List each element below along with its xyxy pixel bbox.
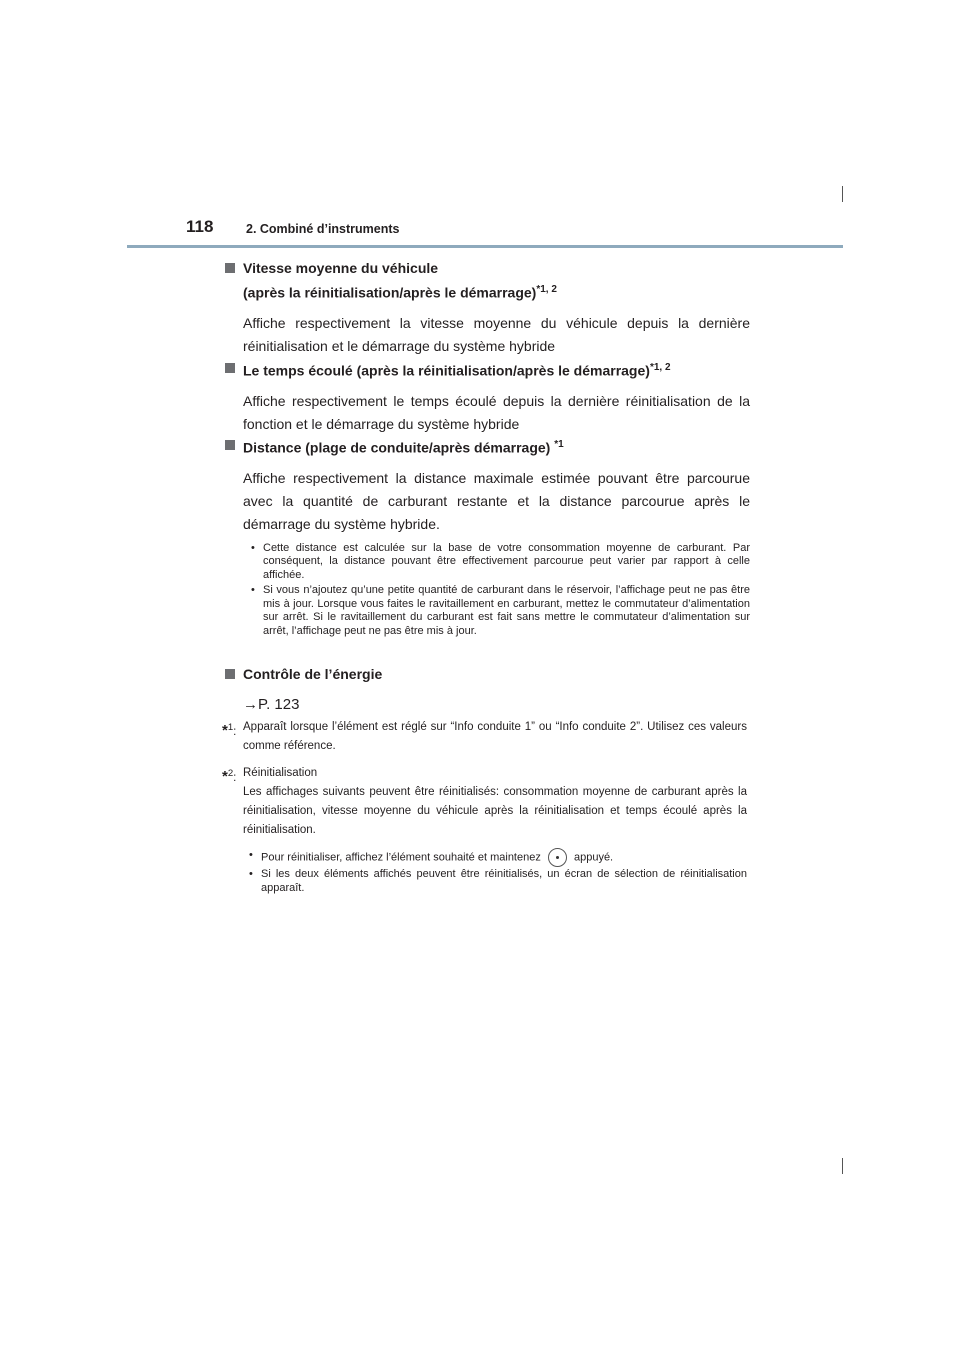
page-number: 118 bbox=[186, 217, 214, 236]
section-energy-monitor bbox=[225, 663, 750, 716]
footnote-1 bbox=[222, 718, 747, 756]
square-bullet-icon bbox=[225, 263, 235, 273]
section-body: Affiche respectivement la distance maximale estimée pouvant être parcourue avec la quantité de carburant restante et la distance parcourue après le démarrage du système hybride. bbox=[243, 469, 750, 532]
footnote-bullets bbox=[247, 848, 747, 895]
title-line-2: (après la réinitialisation/après le démarrage) bbox=[243, 284, 537, 301]
crop-mark-top bbox=[842, 186, 843, 202]
title-text: Distance (plage de conduite/après démarrage) bbox=[243, 439, 551, 456]
section-average-speed bbox=[225, 257, 750, 358]
header-rule bbox=[127, 245, 843, 248]
footnote-text: Les affichages suivants peuvent être réinitialisés: consommation moyenne de carburant après la réinitialisation, vitesse moyenne du véhicule après la réinitialisation et temps écoulé après la réinitialisation. bbox=[243, 786, 747, 836]
footnote-ref: *1, 2 bbox=[536, 284, 557, 295]
square-bullet-icon bbox=[225, 440, 235, 450]
footnote-ref: *1 bbox=[554, 439, 564, 450]
footnote-marker: *$^2$: bbox=[222, 767, 237, 785]
section-title bbox=[225, 434, 750, 459]
footnote-bullet-item: • Si les deux éléments affichés peuvent être réinitialisés, un écran de sélection de réinitialisation apparaît. bbox=[247, 867, 747, 895]
chapter-title: 2. Combiné d’instruments bbox=[246, 222, 400, 236]
note-item: • Cette distance est calculée sur la base de votre consommation moyenne de carburant. Par conséquent, la distance pouvant être effectivement parcourue peut varier par rapport à celle affichée. bbox=[249, 542, 750, 583]
section-body: Affiche respectivement la vitesse moyenne du véhicule depuis la dernière réinitialisation et le démarrage du système hybride bbox=[243, 314, 750, 354]
footnote-2 bbox=[222, 764, 747, 895]
section-title bbox=[225, 663, 750, 685]
footnote-marker: *$^1$: bbox=[222, 721, 237, 739]
footnote-ref: *1, 2 bbox=[649, 362, 671, 373]
footnote-title: Réinitialisation bbox=[243, 767, 318, 779]
title-text: Contrôle de l’énergie bbox=[243, 666, 383, 682]
page-reference-link[interactable]: →P. 123 bbox=[243, 696, 300, 713]
title-text: Le temps écoulé (après la réinitialisation/après le démarrage) bbox=[243, 362, 650, 379]
section-title bbox=[225, 357, 750, 382]
bullet-text: appuyé. bbox=[573, 851, 614, 864]
section-body: Affiche respectivement le temps écoulé depuis la dernière réinitialisation de la fonction et le démarrage du système hybride bbox=[243, 392, 750, 432]
square-bullet-icon bbox=[225, 363, 235, 373]
note-item: • Si vous n’ajoutez qu’une petite quantité de carburant dans le réservoir, l’affichage peut ne pas être mis à jour. Lorsque vous faites le ravitaillement en carburant, mettez le commutateur d’alimentation sur arrêt. Si le ravitaillement du carburant est fait sans mettre le commutateur d’alimentation sur arrêt, l’affichage peut ne pas être mis à jour. bbox=[249, 584, 750, 638]
select-button-icon bbox=[548, 848, 567, 867]
notes-list bbox=[249, 542, 750, 639]
crop-mark-bottom bbox=[842, 1158, 843, 1174]
section-elapsed-time bbox=[225, 357, 750, 436]
square-bullet-icon bbox=[225, 669, 235, 679]
footnote-text: Apparaît lorsque l’élément est réglé sur “Info conduite 1” ou “Info conduite 2”. Utilisez ces valeurs comme référence. bbox=[243, 721, 747, 752]
title-line-1: Vitesse moyenne du véhicule bbox=[243, 260, 439, 276]
section-distance bbox=[225, 434, 750, 640]
bullet-text: Pour réinitialiser, affichez l’élément souhaité et maintenez bbox=[261, 851, 541, 864]
footnote-bullet-item bbox=[247, 848, 747, 867]
section-title bbox=[225, 257, 750, 304]
